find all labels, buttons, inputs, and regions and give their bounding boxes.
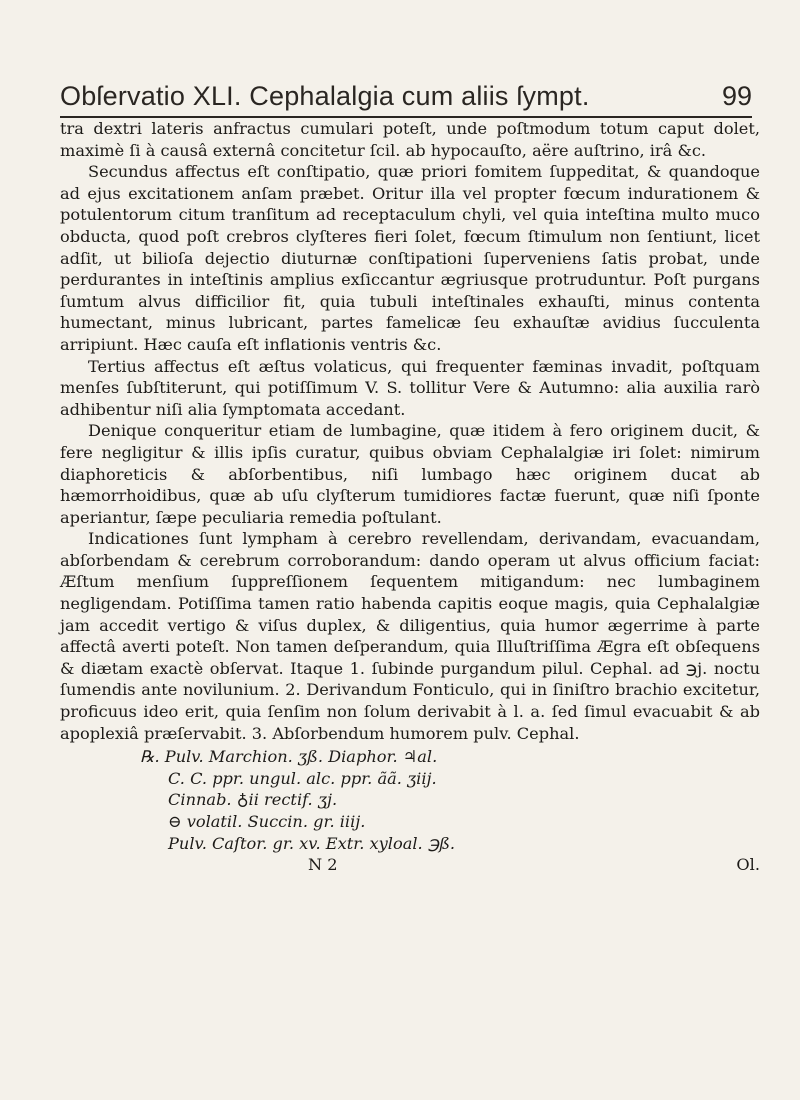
catchword: Ol. <box>736 855 760 875</box>
page-number: 99 <box>721 81 752 111</box>
prescription-line: Pulv. Caſtor. gr. xv. Extr. xyloal. ℈ß. <box>168 833 456 853</box>
prescription-line: ℞. Pulv. Marchion. ʒß. Diaphor. ♃al. <box>140 747 438 767</box>
running-title: Obſervatio XLI. Cephalalgia cum aliis ſympt. <box>60 81 590 111</box>
paragraph: Tertius affectus eſt æſtus volaticus, qui frequenter fæminas invadit, poſtquam menſes ſubſtiterunt, qui potiſſimum V. S. tollitur Vere & Autumno: alia auxilia rarò adhibentur niſi alia ſymptomata accedant. <box>60 356 760 419</box>
page-header <box>60 62 752 118</box>
prescription-line: ⊖ volatil. Succin. gr. iiij. <box>168 812 366 831</box>
page-footer <box>60 854 760 876</box>
signature-mark: N 2 <box>308 855 338 875</box>
page-body <box>60 118 760 876</box>
paragraph: Denique conqueritur etiam de lumbagine, quæ itidem à fero originem ducit, & fere negligitur & illis ipſis curatur, quibus obviam Cephalalgiæ iri ſolet: nimirum diaphoreticis & abſorbentibus, niſi lumbago hæc originem ducat ab hæmorrhoidibus, quæ ab uſu clyſterum tumidiores factæ fuerunt, quæ niſi ſponte aperiantur, ſæpe peculiaria remedia poſtulant. <box>60 421 760 527</box>
prescription-line: Cinnab. ♁ii rectif. ʒj. <box>168 790 338 810</box>
paragraph: Secundus affectus eſt conſtipatio, quæ priori fomitem ſuppeditat, & quandoque ad ejus excitationem anſam præbet. Oritur illa vel propter fœcum indurationem & potulentorum citum tranſitum ad receptaculum chyli, vel quia inteſtina multo muco obducta, quod poſt crebros clyſteres fieri ſolet, fœcum ſtimulum non ſentiunt, licet adſit, ut bilioſa dejectio diuturnæ conſtipationi ſuperveniens ſatis probat, unde perdurantes in inteſtinis amplius exſiccantur ægriusque protruduntur. Poſt purgans ſumtum alvus difficilior fit, quia tubuli inteſtinales exhauſti, minus contenta humectant, minus lubricant, partes famelicæ ſeu exhauſtæ avidius ſucculenta arripiunt. Hæc cauſa eſt inflationis ventris &c. <box>60 162 760 354</box>
paragraph: Indicationes ſunt lympham à cerebro revellendam, derivandam, evacuandam, abſorbendam & cerebrum corroborandum: dando operam ut alvus officium faciat: Æſtum menſium ſuppreſſionem ſequentem mitigandum: nec lumbaginem negligendam. Potiſſima tamen ratio habenda capitis eoque magis, quia Cephalalgiæ jam accedit vertigo & viſus duplex, & diligentius, quia humor ægerrime à parte affectâ averti poteſt. Non tamen deſperandum, quia Illuſtriſſima Ægra eſt obſequens & diætam exactè obſervat. Itaque 1. ſubinde purgandum pilul. Cephal. ad ℈j. noctu ſumendis ante novilunium. 2. Derivandum Fonticulo, qui in ſiniſtro brachio excitetur, proficuus ideo erit, quia ſenſim non ſolum derivabit à l. a. ſed ſimul evacuabit & ab apoplexiâ præſervabit. 3. Abſorbendum humorem pulv. Cephal. <box>60 529 760 743</box>
paragraph: tra dextri lateris anfractus cumulari poteſt, unde poſtmodum totum caput dolet, maximè ſi à causâ externâ concitetur ſcil. ab hypocauſto, aëre auſtrino, irâ &c. <box>60 119 760 160</box>
prescription-block <box>60 746 760 854</box>
prescription-line: C. C. ppr. ungul. alc. ppr. ãã. ʒiij. <box>168 768 437 788</box>
